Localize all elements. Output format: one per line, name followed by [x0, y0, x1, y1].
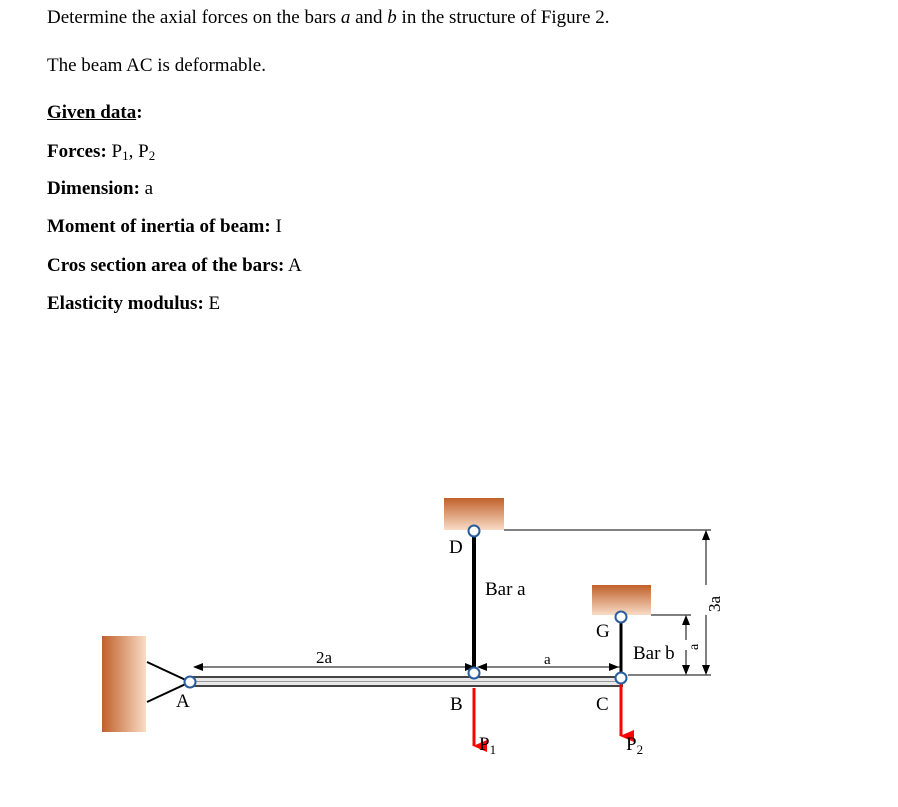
- hinge-g: [616, 612, 627, 623]
- bar-a-label: Bar a: [485, 579, 526, 600]
- hinge-b: [469, 668, 480, 679]
- bar-b-variable: b: [387, 7, 397, 28]
- dim-3a-label: 3a: [705, 595, 724, 612]
- dim-a-beam-label: a: [544, 652, 551, 668]
- hinge-c: [616, 673, 627, 684]
- bar-b-label: Bar b: [633, 643, 675, 664]
- modulus-value: E: [208, 293, 221, 314]
- wall-support: [102, 636, 146, 732]
- force-separator: ,: [128, 141, 139, 162]
- bar-a-variable: a: [340, 7, 351, 28]
- dimension-label: Dimension:: [47, 178, 140, 199]
- hinge-d: [469, 526, 480, 537]
- label-a: A: [176, 691, 190, 712]
- statement-text: and: [350, 7, 388, 28]
- beam-note: The beam AC is deformable.: [47, 55, 266, 76]
- dim-a-vertical-label: a: [687, 643, 702, 650]
- area-value: A: [288, 255, 302, 276]
- label-d: D: [449, 537, 463, 558]
- area-label: Cros section area of the bars:: [47, 255, 285, 276]
- statement-text: Determine the axial forces on the bars: [47, 7, 341, 28]
- force-p2-subscript: 2: [148, 148, 156, 163]
- inertia-label: Moment of inertia of beam:: [47, 216, 271, 237]
- force-p1-subscript: 1: [122, 148, 129, 163]
- inertia-value: I: [275, 216, 282, 237]
- forces-label: Forces:: [47, 141, 107, 162]
- label-b: B: [450, 694, 463, 715]
- dimension-value: a: [144, 178, 154, 199]
- dim-2a-label: 2a: [316, 648, 333, 667]
- load-p1-label: $P_1$: [479, 734, 497, 757]
- load-p2-label: $P_2$: [626, 734, 644, 757]
- statement-text: in the structure of Figure 2.: [396, 7, 610, 28]
- given-data-title: Given data: [47, 102, 137, 123]
- label-c: C: [596, 694, 609, 715]
- label-g: G: [596, 621, 610, 642]
- hinge-a: [185, 677, 196, 688]
- ceiling-support-g: [592, 585, 651, 615]
- force-p2: P: [138, 141, 149, 162]
- force-p1: P: [111, 141, 123, 162]
- given-data-colon: :: [136, 102, 143, 123]
- modulus-label: Elasticity modulus:: [47, 293, 204, 314]
